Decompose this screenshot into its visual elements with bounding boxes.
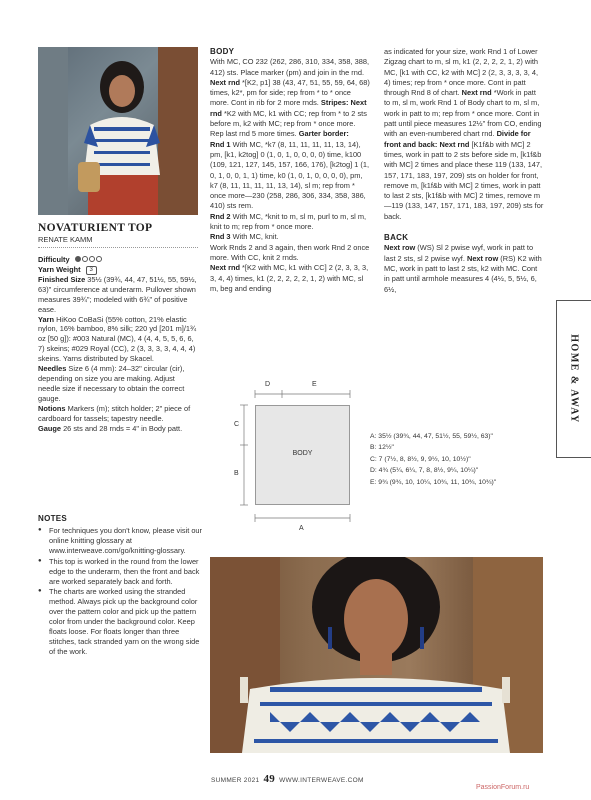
difficulty-label: Difficulty	[38, 255, 70, 264]
schematic-label-a: A	[299, 525, 304, 532]
gauge-text: 26 sts and 28 rnds = 4" in Body patt.	[63, 423, 183, 433]
back-heading: BACK	[384, 233, 409, 243]
body-instructions-continued	[384, 47, 544, 295]
yarn-text: HiKoo CoBaSi (55% cotton, 21% elastic nylon, 16% bamboo, 8% silk; 220 yd [201 m]/1¾ oz [50 g]): #003 Natural (MC), 4 (4, 4, 5, 5, 6, 6, 7) skeins; #029 Royal (CC), 2 (3, 3, 3, 3, 4, 4, 4) skeins. Yarns distributed by Skacel.	[38, 314, 197, 364]
schematic-measurements	[370, 431, 545, 488]
title-divider	[38, 247, 198, 248]
notes-heading: NOTES	[38, 514, 68, 523]
yarn-label: Yarn	[38, 314, 55, 324]
gauge-spec	[38, 424, 198, 434]
specs-column	[38, 255, 198, 433]
needles-label: Needles	[38, 364, 67, 374]
model-photo-closeup	[210, 557, 543, 753]
back-paragraph: Next row (WS) Sl 2 pwise wyf, work in patt to last 2 sts, sl 2 pwise wyf. Next row (RS) K2 with MC, work in patt to last 2 sts, k2 with MC. Cont in patt until armhole measures 4 (4½, 5, 5½, 6, 6½,	[384, 243, 542, 294]
model-photo-illustration	[38, 47, 198, 215]
schematic-label-b: B	[234, 470, 239, 477]
section-side-tab	[556, 300, 591, 458]
body-heading: BODY	[210, 47, 235, 56]
gauge-label: Gauge	[38, 423, 61, 433]
body-schematic	[230, 380, 380, 540]
body-paragraph: Rnd 1 With MC, *k7 (8, 11, 11, 11, 11, 13, 14), pm, [k1, k2tog] 0 (1, 0, 1, 0, 0, 0, 0) time, k100 (109, 121, 127, 145, 157, 166, 176), [k2tog] 1 (1, 0, 1, 0, 0, 1, 1) time, k0 (1, 0, 1, 0, 0, 0, 0), pm, k7 (8, 11, 11, 11, 11, 13, 14), sl m; rep from * once more—230 (258, 286, 306, 334, 358, 386, 410) sts rem.	[210, 139, 370, 211]
difficulty-rating-icon	[75, 255, 103, 265]
body-paragraph: With MC, CO 232 (262, 286, 310, 334, 358, 388, 412) sts. Place marker (pm) and join in the rnd. Next rnd *[K2, p1] 38 (43, 47, 51, 55, 59, 64, 68) times, k2*, pm for side; rep from * to * once more. Cont in rib for 2 more rnds. Stripes: Next rnd *K2 with MC, k1 with CC; rep from * to 2 sts before m, k2 with MC; rep from * once more. Rep last rnd 5 more times. Garter border:	[210, 57, 370, 139]
schematic-label-e: E	[312, 381, 317, 388]
model-photo-top	[38, 47, 198, 215]
measurement-row: D: 4¾ (5¼, 6¼, 7, 8, 8½, 9¼, 10¼)"	[370, 467, 479, 475]
list-item: ● This top is worked in the round from the lower edge to the underarm, then the front and back are worked separately back and forth.	[38, 557, 203, 587]
notes-list	[38, 526, 203, 658]
notions-spec	[38, 404, 198, 424]
yarn-weight-icon: 3	[86, 266, 97, 275]
schematic-body-label: BODY	[292, 450, 313, 457]
schematic-label-d: D	[265, 381, 271, 388]
yarn-weight-label: Yarn Weight	[38, 265, 81, 274]
body-instructions-column	[210, 47, 370, 294]
difficulty-row	[38, 255, 198, 265]
closeup-photo-illustration	[210, 557, 543, 753]
section-side-tab-label: HOME & AWAY	[568, 334, 580, 424]
body-paragraph: as indicated for your size, work Rnd 1 of Lower Zigzag chart to m, sl m, k1 (2, 2, 2, 2, 1, 2) with MC, [k1 with CC, k2 with MC] 2 (2, 3, 3, 3, 3, 4, 4) times; rep from * once more. Cont in patt through Rnd 8 of chart. Next rnd *Work in patt to m, sl m, work Rnd 1 of Body chart to m, sl m, work in patt to m; rep from * once more. Cont in patt until piece measures 12½" from CO, ending with an even-numbered chart rnd. Divide for front and back: Next rnd [K1f&b with MC] 2 times, work in patt to 2 sts before side m, [k1f&b with MC] 2 times and place these 119 (133, 147, 157, 171, 183, 197, 209) sts on holder for front, remove m, [k1f&b with MC] 2 times, work in patt to last 2 sts, [k1f&b with MC] 2 times, remove m—119 (133, 147, 157, 171, 183, 197, 209) sts for back.	[384, 47, 544, 221]
list-item: ● For techniques you don't know, please visit our online knitting glossary at www.interweave.com/go/knitting-glossary.	[38, 526, 203, 556]
measurement-row: E: 9¾ (9¾, 10, 10¼, 10¾, 11, 10¾, 10¾)"	[370, 478, 497, 486]
schematic-label-c: C	[234, 421, 240, 428]
pattern-title: NOVATURIENT TOP	[38, 222, 153, 234]
page-number: 49	[263, 773, 276, 785]
notions-text: Markers (m); stitch holder; 2" piece of cardboard for tassels; tapestry needle.	[38, 403, 191, 423]
body-paragraph: Work Rnds 2 and 3 again, then work Rnd 2 once more. With CC, knit 2 rnds.	[210, 242, 370, 262]
footer-site: WWW.INTERWEAVE.COM	[279, 777, 364, 784]
yarn-weight-row	[38, 265, 198, 275]
body-paragraph: Next rnd *[K2 with MC, k1 with CC] 2 (2, 3, 3, 3, 3, 4, 4) times, k1 (2, 2, 2, 2, 2, 1, 2) with MC, sl m, beg and ending	[210, 263, 369, 293]
finished-size-label: Finished Size	[38, 274, 86, 284]
finished-size-text: 35½ (39¾, 44, 47, 51½, 55, 59½, 63)" circumference at underarm. Pullover shown measures 39¾"; modeled with 6¾" of positive ease.	[38, 274, 197, 314]
watermark: PassionForum.ru	[476, 784, 530, 791]
finished-size	[38, 275, 198, 315]
body-paragraph: Rnd 2 With MC, *knit to m, sl m, purl to m, sl m, knit to m; rep from * once more.	[210, 211, 367, 232]
page-footer	[211, 773, 364, 785]
yarn-spec	[38, 315, 198, 365]
measurement-row: B: 12½"	[370, 444, 394, 452]
measurement-row: C: 7 (7½, 8, 8½, 9, 9½, 10, 10½)"	[370, 455, 471, 463]
needles-spec	[38, 364, 198, 404]
needles-text: Size 6 (4 mm): 24–32" circular (cir), depending on size you are making. Adjust needle size if necessary to obtain the correct gauge.	[38, 364, 185, 403]
notions-label: Notions	[38, 403, 66, 413]
footer-issue: SUMMER 2021	[211, 777, 260, 784]
pattern-designer: RENATE KAMM	[38, 235, 93, 244]
measurement-row: A: 35½ (39¾, 44, 47, 51½, 55, 59½, 63)"	[370, 433, 493, 440]
body-paragraph: Rnd 3 With MC, knit.	[210, 232, 279, 242]
list-item: ● The charts are worked using the stranded method. Always pick up the background color over the pattern color and pick up the pattern color from under the background color. Keep floats loose. For floats longer than three stitches, tack stranded yarn on the wrong side of the work.	[38, 587, 203, 656]
schematic-body-panel	[255, 405, 350, 505]
